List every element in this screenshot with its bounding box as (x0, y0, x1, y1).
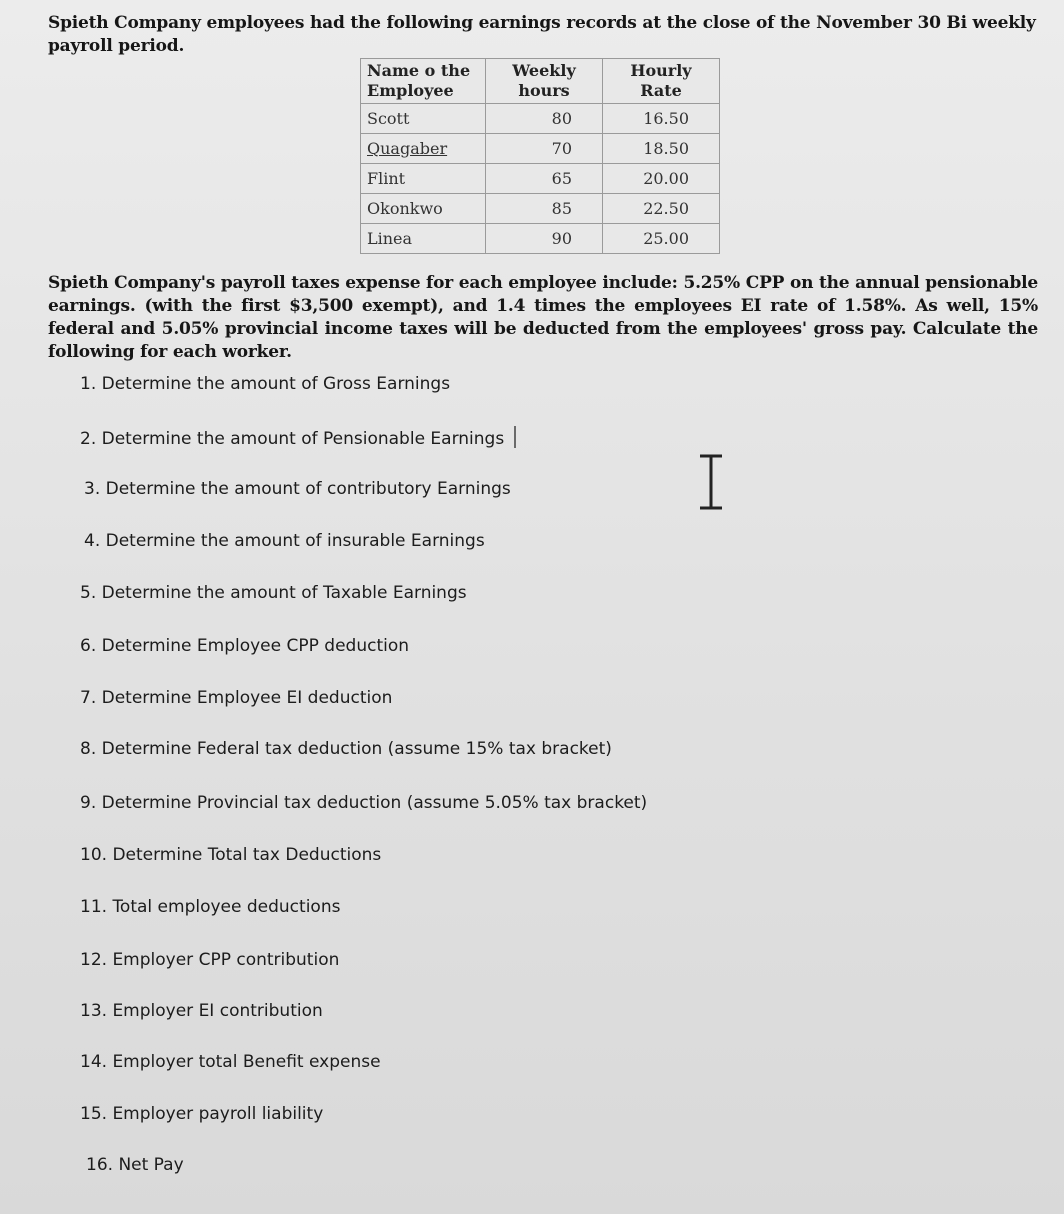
list-item (80, 583, 467, 603)
employee-rate: 18.50 (603, 134, 720, 164)
list-item (80, 897, 340, 917)
table-row (361, 224, 720, 254)
list-item (80, 950, 339, 970)
list-item (86, 1155, 184, 1175)
question-text: 5. Determine the amount of Taxable Earnings (80, 583, 467, 603)
question-text: 11. Total employee deductions (80, 897, 341, 917)
column-header-name: Name o the Employee (361, 59, 486, 104)
list-item (80, 426, 516, 449)
table-header-row (361, 59, 720, 104)
table-row (361, 134, 720, 164)
list-item (80, 1104, 323, 1124)
list-item (80, 1001, 323, 1021)
question-text: 3. Determine the amount of contributory Earnings (84, 479, 511, 499)
question-text: 9. Determine Provincial tax deduction (assume 5.05% tax bracket) (80, 793, 648, 813)
list-item (84, 531, 485, 551)
employee-rate: 20.00 (603, 164, 720, 194)
employee-rate: 22.50 (603, 194, 720, 224)
employee-hours: 70 (486, 134, 603, 164)
employee-name: Linea (361, 224, 486, 254)
question-text: 13. Employer EI contribution (80, 1001, 323, 1021)
employee-rate: 16.50 (603, 104, 720, 134)
table-row (361, 104, 720, 134)
employee-hours: 80 (486, 104, 603, 134)
instructions-paragraph: Spieth Company's payroll taxes expense for each employee include: 5.25% CPP on the annual pensionable earnings. (with the first $3,500 exempt), and 1.4 times the employees EI rate of 1.58%. As well, 15% federal and 5.05% provincial income taxes will be deducted from the employees' gross pay. Calculate the following for each worker. (48, 273, 1038, 362)
employee-name: Scott (361, 104, 486, 134)
question-text: 12. Employer CPP contribution (80, 950, 340, 970)
intro-paragraph: Spieth Company employees had the following earnings records at the close of the November 30 Bi weekly payroll period. (48, 13, 1036, 56)
question-text: 6. Determine Employee CPP deduction (80, 636, 410, 656)
list-item (80, 636, 409, 656)
list-item (80, 1052, 381, 1072)
question-text: 2. Determine the amount of Pensionable Earnings (80, 429, 505, 449)
list-item (80, 793, 647, 813)
list-item (80, 739, 612, 759)
list-item (80, 688, 392, 708)
list-item (80, 374, 450, 394)
list-item (80, 845, 381, 865)
employee-rate: 25.00 (603, 224, 720, 254)
employee-name: Flint (361, 164, 486, 194)
question-text: 16. Net Pay (86, 1155, 184, 1175)
employee-hours: 90 (486, 224, 603, 254)
column-header-rate: Hourly Rate (603, 59, 720, 104)
employee-name: Okonkwo (361, 194, 486, 224)
question-text: 15. Employer payroll liability (80, 1104, 324, 1124)
ibeam-cursor-icon (694, 452, 728, 512)
question-text: 10. Determine Total tax Deductions (80, 845, 382, 865)
text-caret (514, 426, 516, 448)
question-text: 4. Determine the amount of insurable Earnings (84, 531, 485, 551)
question-text: 1. Determine the amount of Gross Earnings (80, 374, 451, 394)
table-row (361, 194, 720, 224)
list-item (84, 479, 511, 499)
question-text: 8. Determine Federal tax deduction (assume 15% tax bracket) (80, 739, 612, 759)
employee-hours: 65 (486, 164, 603, 194)
employee-name: Quagaber (361, 134, 486, 164)
employee-hours: 85 (486, 194, 603, 224)
table-row (361, 164, 720, 194)
employee-table (360, 58, 720, 254)
question-text: 7. Determine Employee EI deduction (80, 688, 393, 708)
question-text: 14. Employer total Benefit expense (80, 1052, 381, 1072)
column-header-hours: Weekly hours (486, 59, 603, 104)
